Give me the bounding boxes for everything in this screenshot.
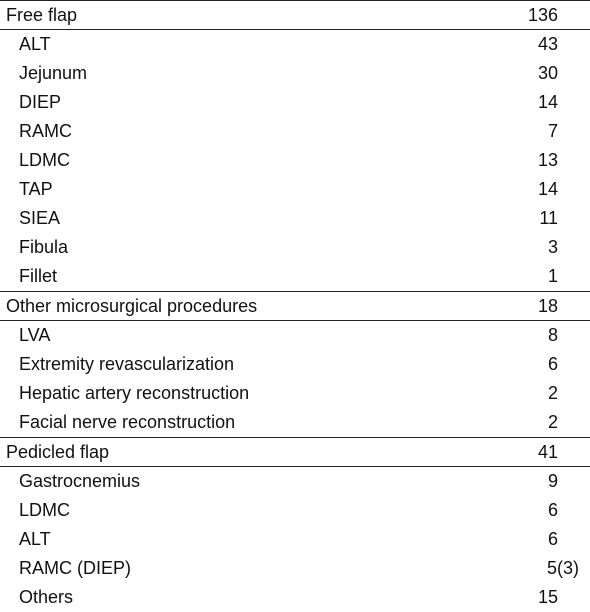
row-label: Extremity revascularization [19,354,235,374]
row-value: 43 [537,34,558,54]
row-value: 15 [537,587,558,607]
row-value: 9 [547,471,558,491]
row-label: LDMC [19,500,71,520]
section-total: 18 [537,296,558,316]
section-pedicled-flap [0,437,590,612]
table-row [0,59,590,88]
row-value: 2 [547,412,558,432]
row-label: Others [19,587,74,607]
row-label: Jejunum [19,63,88,83]
table-row [0,233,590,262]
row-label: LVA [19,325,51,345]
row-label: Facial nerve reconstruction [19,412,236,432]
row-value: 14 [537,92,558,112]
row-label: Gastrocnemius [19,471,141,491]
section-other-microsurgical [0,291,590,437]
section-title: Pedicled flap [6,442,110,462]
table-row [0,408,590,437]
row-label: RAMC (DIEP) [19,558,131,578]
table-row [0,350,590,379]
row-value: 8 [547,325,558,345]
table-row [0,379,590,408]
row-value: 14 [537,179,558,199]
table-row [0,88,590,117]
section-header-row [0,291,590,321]
table-row [0,175,590,204]
table-row [0,30,590,59]
section-title: Free flap [6,5,78,25]
table-row [0,204,590,233]
table-row [0,467,590,496]
row-value: 7 [547,121,558,141]
row-label: ALT [19,529,51,549]
section-header-row [0,1,590,30]
row-value: 2 [547,383,558,403]
row-label: Fibula [19,237,69,257]
row-value: 5(3) [547,558,580,578]
row-label: Fillet [19,266,58,286]
row-value: 11 [539,208,558,228]
section-header-row [0,437,590,467]
row-label: Hepatic artery reconstruction [19,383,250,403]
section-total: 136 [527,5,558,25]
row-value: 1 [547,266,558,286]
section-free-flap [0,1,590,291]
row-label: ALT [19,34,51,54]
row-label: TAP [19,179,53,199]
row-label: RAMC [19,121,72,141]
row-label: SIEA [19,208,61,228]
table-row [0,321,590,350]
table-row [0,146,590,175]
row-value: 6 [547,500,558,520]
table-row [0,525,590,554]
table-row [0,262,590,291]
row-value: 6 [547,529,558,549]
table-row [0,496,590,525]
table-row [0,583,590,612]
row-value: 3 [547,237,558,257]
table-row [0,117,590,146]
table-row [0,554,590,583]
row-label: LDMC [19,150,71,170]
row-value: 30 [537,63,558,83]
row-label: DIEP [19,92,62,112]
section-title: Other microsurgical procedures [6,296,258,316]
row-value: 6 [547,354,558,374]
row-value: 13 [537,150,558,170]
section-total: 41 [537,442,558,462]
